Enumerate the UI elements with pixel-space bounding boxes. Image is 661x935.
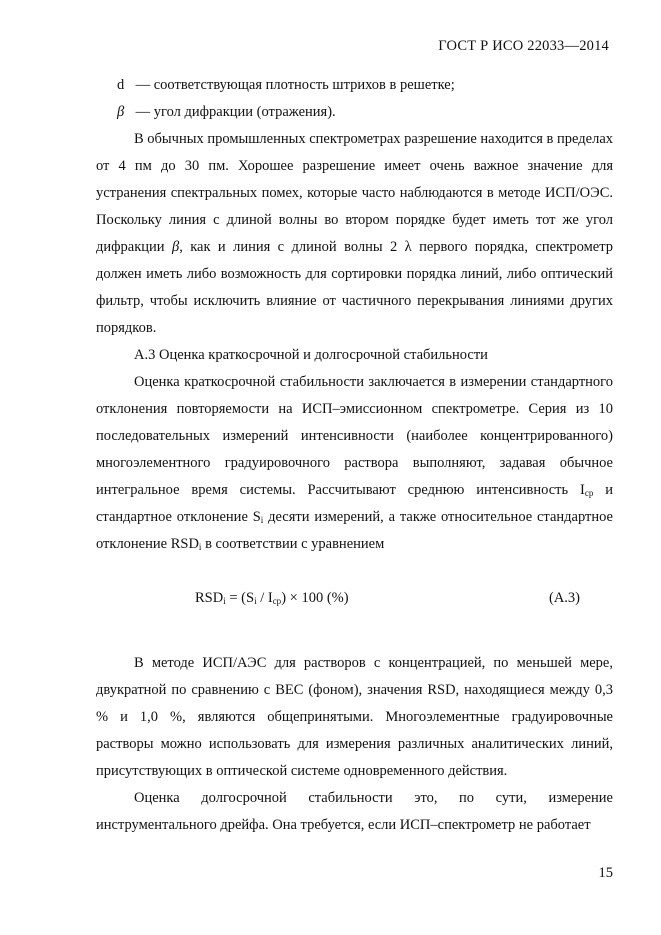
symbol-RSD: RSD	[170, 536, 199, 552]
definition-beta-text: — угол дифракции (отражения).	[132, 104, 336, 120]
formula-a3	[96, 572, 613, 626]
formula-lhs-sub: i	[223, 596, 226, 606]
formula-eq: = (S	[225, 590, 255, 606]
page-number: 15	[598, 865, 613, 881]
subscript-i: i	[260, 515, 264, 525]
subscript-i: i	[198, 542, 202, 552]
paragraph-long-term: Оценка долгосрочной стабильности это, по сути, измерение инструментального дрейфа. Она требуется, если ИСП–спектрометр не работает	[96, 790, 613, 833]
document-header: ГОСТ Р ИСО 22033—2014	[438, 38, 609, 54]
symbol-beta: β	[117, 104, 125, 120]
subscript-sr: ср	[584, 488, 594, 498]
paragraph-short-term-part3: десяти измерений, а также относительное стандартное отклонение	[96, 509, 613, 552]
paragraph-resolution-part1: В обычных промышленных спектрометрах разрешение находится в пределах от 4 пм до 30 пм. Хорошее разрешение имеет очень важное значение для устранения спектральных помех, которые часто наблюдаются в методе ИСП/ОЭС. Поскольку линия с длиной волны во втором порядке будет иметь тот же угол дифракции	[96, 131, 613, 255]
paragraph-short-term-part4: в соответствии с уравнением	[201, 536, 385, 552]
beta-inline: β	[171, 239, 180, 255]
paragraph-resolution	[96, 126, 613, 342]
definition-d	[117, 72, 613, 99]
formula-number: (А.3)	[548, 590, 580, 606]
formula-lhs: RSD	[195, 590, 224, 606]
paragraph-resolution-part2: , как и линия с длиной волны 2 λ первого порядка, спектрометр должен иметь либо возможность для сортировки порядка линий, либо оптический фильтр, чтобы исключить влияние от частичного перекрывания линиями других порядков.	[96, 239, 613, 336]
paragraph-rsd-values: В методе ИСП/АЭС для растворов с концентрацией, по меньшей мере, двукратной по сравнению с ВЕС (фоном), значения RSD, находящиеся между 0,3 % и 1,0 %, являются общепринятыми. Многоэлементные градуировочные растворы можно использовать для измерения различных аналитических линий, присутствующих в оптической системе одновременного действия.	[96, 655, 613, 779]
formula-slash: / I	[256, 590, 273, 606]
section-heading: А.3 Оценка краткосрочной и долгосрочной стабильности	[134, 347, 488, 363]
paragraph-short-term-part2: и стандартное отклонение	[96, 482, 614, 525]
symbol-d: d	[117, 77, 125, 93]
formula-i-sub: ср	[272, 596, 282, 606]
definition-d-text: — соответствующая плотность штрихов в решетке;	[132, 77, 455, 93]
formula-rest: ) × 100 (%)	[281, 590, 349, 606]
paragraph-short-term-part1: Оценка краткосрочной стабильности заключается в измерении стандартного отклонения повторяемости на ИСП–эмиссионном спектрометре. Серия из 10 последовательных измерений интенсивности (наиболее концентрированного) многоэлементного градуировочного раствора выполняют, задавая обычное интегральное время системы. Рассчитывают среднюю интенсивность	[96, 374, 613, 498]
page-body	[96, 72, 613, 839]
symbol-S: S	[252, 509, 261, 525]
formula-s-sub: i	[254, 596, 257, 606]
definition-beta	[117, 99, 613, 126]
symbol-I: I	[580, 482, 585, 498]
paragraph-short-term	[96, 369, 613, 558]
formula-expression	[195, 585, 349, 612]
